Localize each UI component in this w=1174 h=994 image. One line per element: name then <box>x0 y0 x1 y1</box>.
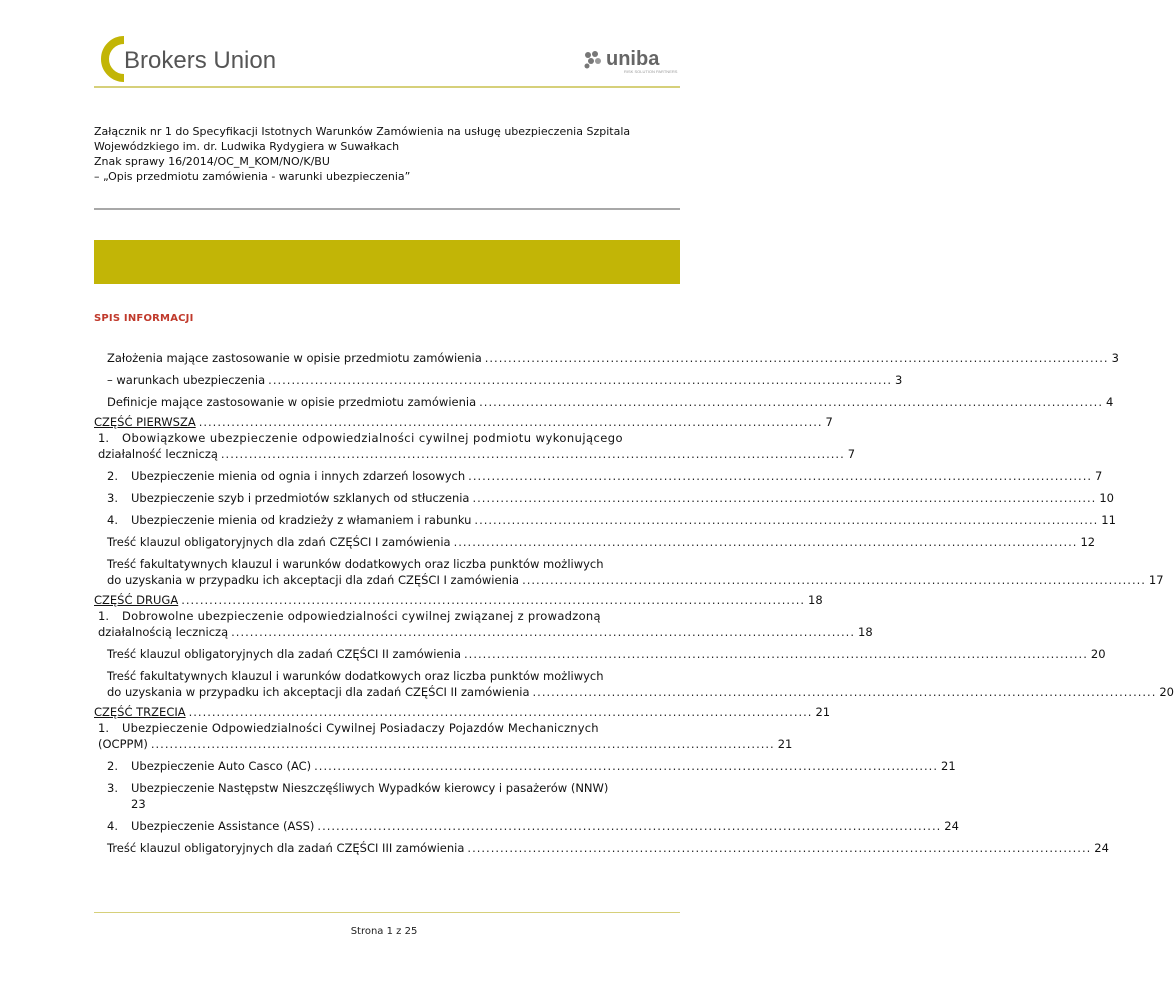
toc-entry[interactable]: Definicje mające zastosowanie w opisie przedmiotu zamówienia ...................................................................................................................................... 4 <box>107 395 1114 409</box>
toc-entry[interactable]: 2. Ubezpieczenie Auto Casco (AC) ...................................................................................................................................... 21 <box>107 759 956 773</box>
toc-entry-page: 7 <box>825 415 833 429</box>
toc-section-title: CZĘŚĆ DRUGA <box>94 593 179 607</box>
intro-divider <box>94 208 680 210</box>
toc-entry-number: 3. <box>107 781 118 795</box>
toc-entry-page: 18 <box>858 625 873 639</box>
toc-entry-page: 24 <box>1094 841 1109 855</box>
toc-entry-title: Dobrowolne ubezpieczenie odpowiedzialności cywilnej związanej z prowadzoną <box>122 609 601 623</box>
toc-entry[interactable]: 4. Ubezpieczenie mienia od kradzieży z włamaniem i rabunku ...................................................................................................................................... 11 <box>107 513 1116 527</box>
uniba-logo-tagline: RISK SOLUTION PARTNERS <box>624 69 678 74</box>
toc-entry-page: 4 <box>1105 395 1114 409</box>
intro-line: Załącznik nr 1 do Specyfikacji Istotnych Warunków Zamówienia na usługę ubezpieczenia Szpitala <box>94 125 631 138</box>
toc-section-title: CZĘŚĆ PIERWSZA <box>94 415 196 429</box>
toc-entry-number: 2. <box>107 759 118 773</box>
toc-section-part-2[interactable]: CZĘŚĆ DRUGA ...................................................................................................................................... 18 <box>94 593 823 607</box>
toc-entry-page: 20 <box>1159 685 1174 699</box>
toc-entry[interactable]: – warunkach ubezpieczenia ...................................................................................................................................... 3 <box>107 373 903 387</box>
footer-divider <box>94 912 680 913</box>
toc-section-part-3[interactable]: CZĘŚĆ TRZECIA ...................................................................................................................................... 21 <box>94 705 831 719</box>
brokers-union-logo-text: Brokers Union <box>124 47 277 74</box>
toc-entry-number: 1. <box>98 431 109 445</box>
toc-entry-title: Założenia mające zastosowanie w opisie przedmiotu zamówienia <box>107 351 482 365</box>
toc-entry-title-cont: działalnością leczniczą <box>98 625 229 639</box>
toc-entry-page: 23 <box>131 797 146 811</box>
toc-entry-title: – warunkach ubezpieczenia <box>107 373 266 387</box>
intro-line: Znak sprawy 16/2014/OC_M_KOM/NO/K/BU <box>94 155 330 168</box>
toc-entry-page: 24 <box>944 819 959 833</box>
toc-entry-page: 11 <box>1101 513 1116 527</box>
toc-entry[interactable]: Treść klauzul obligatoryjnych dla zadań CZĘŚCI III zamówienia ...................................................................................................................................... 24 <box>107 841 1109 855</box>
toc-entry-title: Ubezpieczenie szyb i przedmiotów szklanych od stłuczenia <box>131 491 470 505</box>
title-band <box>94 240 680 284</box>
toc-entry[interactable]: 3. Ubezpieczenie szyb i przedmiotów szklanych od stłuczenia ...................................................................................................................................... 10 <box>107 491 1114 505</box>
toc-entry-page: 20 <box>1090 647 1106 661</box>
intro-line: Wojewódzkiego im. dr. Ludwika Rydygiera w Suwałkach <box>94 140 400 153</box>
uniba-logo <box>582 46 692 76</box>
brokers-union-logo <box>94 36 277 82</box>
brokers-union-logo-mark <box>94 36 277 82</box>
toc-entry-number: 1. <box>98 721 109 735</box>
toc-entry[interactable]: Treść fakultatywnych klauzul i warunków dodatkowych oraz liczba punktów możliwych do uzyskania w przypadku ich akceptacji dla zdań CZĘŚCI I zamówienia ...................................................................................................................................... 17 <box>107 557 1164 587</box>
toc-entry-title-cont: do uzyskania w przypadku ich akceptacji dla zadań CZĘŚCI II zamówienia <box>107 685 530 699</box>
toc-entry[interactable]: 1. Dobrowolne ubezpieczenie odpowiedzialności cywilnej związanej z prowadzoną działalnością leczniczą ...................................................................................................................................... 18 <box>98 609 873 639</box>
toc-entry-page: 10 <box>1099 491 1114 505</box>
toc-entry-page: 7 <box>847 447 856 461</box>
toc-entry[interactable]: Treść klauzul obligatoryjnych dla zadań CZĘŚCI II zamówienia ...................................................................................................................................... 20 <box>107 647 1106 661</box>
toc-entry[interactable]: Założenia mające zastosowanie w opisie przedmiotu zamówienia ...................................................................................................................................... 3 <box>107 351 1119 365</box>
toc-entry[interactable]: Treść klauzul obligatoryjnych dla zdań CZĘŚCI I zamówienia ...................................................................................................................................... 12 <box>107 535 1096 549</box>
toc-entry-title-cont: działalność leczniczą <box>98 447 218 461</box>
toc-entry-title: Treść fakultatywnych klauzul i warunków dodatkowych oraz liczba punktów możliwych <box>107 557 604 571</box>
table-of-contents <box>94 350 1174 862</box>
toc-entry-title: Ubezpieczenie mienia od kradzieży z włamaniem i rabunku <box>131 513 472 527</box>
toc-entry[interactable]: 1. Ubezpieczenie Odpowiedzialności Cywilnej Posiadaczy Pojazdów Mechanicznych (OCPPM) ...................................................................................................................................... 21 <box>98 721 793 751</box>
toc-entry[interactable]: 2. Ubezpieczenie mienia od ognia i innych zdarzeń losowych ...................................................................................................................................... 7 <box>107 469 1103 483</box>
toc-entry-title-cont: (OCPPM) <box>98 737 148 751</box>
header-divider <box>94 86 680 88</box>
toc-entry-title: Ubezpieczenie Odpowiedzialności Cywilnej Posiadaczy Pojazdów Mechanicznych <box>122 721 599 735</box>
toc-entry-page: 12 <box>1080 535 1096 549</box>
toc-entry-title: Ubezpieczenie Następstw Nieszczęśliwych Wypadków kierowcy i pasażerów (NNW) <box>131 781 609 795</box>
toc-entry-title: Ubezpieczenie Auto Casco (AC) <box>131 759 312 773</box>
toc-entry-title: Ubezpieczenie mienia od ognia i innych zdarzeń losowych <box>131 469 466 483</box>
intro-line: – „Opis przedmiotu zamówienia - warunki ubezpieczenia” <box>94 170 411 183</box>
toc-entry-number: 4. <box>107 513 118 527</box>
toc-entry-title: Treść fakultatywnych klauzul i warunków dodatkowych oraz liczba punktów możliwych <box>107 669 604 683</box>
toc-section-title: CZĘŚĆ TRZECIA <box>94 705 186 719</box>
toc-entry-page: 21 <box>941 759 956 773</box>
toc-entry-number: 3. <box>107 491 118 505</box>
toc-entry-number: 2. <box>107 469 118 483</box>
toc-entry-page: 18 <box>808 593 823 607</box>
toc-heading: SPIS INFORMACJI <box>94 313 194 324</box>
toc-entry-title: Treść klauzul obligatoryjnych dla zdań CZĘŚCI I zamówienia <box>107 535 451 549</box>
toc-entry-page: 21 <box>777 737 793 751</box>
toc-entry[interactable]: 4. Ubezpieczenie Assistance (ASS) ...................................................................................................................................... 24 <box>107 819 959 833</box>
document-intro <box>94 124 694 184</box>
toc-entry-page: 21 <box>815 705 831 719</box>
toc-entry[interactable]: Treść fakultatywnych klauzul i warunków dodatkowych oraz liczba punktów możliwych do uzyskania w przypadku ich akceptacji dla zadań CZĘŚCI II zamówienia ...................................................................................................................................... 20 <box>107 669 1174 699</box>
toc-entry-title: Treść klauzul obligatoryjnych dla zadań CZĘŚCI II zamówienia <box>107 647 462 661</box>
toc-entry[interactable] <box>94 780 680 812</box>
toc-entry-title: Ubezpieczenie Assistance (ASS) <box>131 819 315 833</box>
page-number: Strona 1 z 25 <box>350 926 418 937</box>
toc-entry-title: Obowiązkowe ubezpieczenie odpowiedzialności cywilnej podmiotu wykonującego <box>122 431 624 445</box>
toc-section-part-1[interactable]: CZĘŚĆ PIERWSZA ...................................................................................................................................... 7 <box>94 415 833 429</box>
toc-entry-number: 1. <box>98 609 109 623</box>
toc-entry-page: 3 <box>895 373 903 387</box>
uniba-logo-text: uniba <box>606 48 660 70</box>
toc-entry-title: Treść klauzul obligatoryjnych dla zadań CZĘŚCI III zamówienia <box>107 841 465 855</box>
uniba-logo-mark <box>582 46 692 76</box>
toc-entry-title: Definicje mające zastosowanie w opisie przedmiotu zamówienia <box>107 395 477 409</box>
toc-entry-title-cont: do uzyskania w przypadku ich akceptacji dla zdań CZĘŚCI I zamówienia <box>107 573 520 587</box>
toc-entry-page: 7 <box>1095 469 1103 483</box>
toc-entry-number: 4. <box>107 819 118 833</box>
toc-entry-page: 3 <box>1111 351 1119 365</box>
toc-entry[interactable]: 1. Obowiązkowe ubezpieczenie odpowiedzialności cywilnej podmiotu wykonującego działalność leczniczą ...................................................................................................................................... 7 <box>98 431 856 461</box>
toc-entry-page: 17 <box>1148 573 1164 587</box>
